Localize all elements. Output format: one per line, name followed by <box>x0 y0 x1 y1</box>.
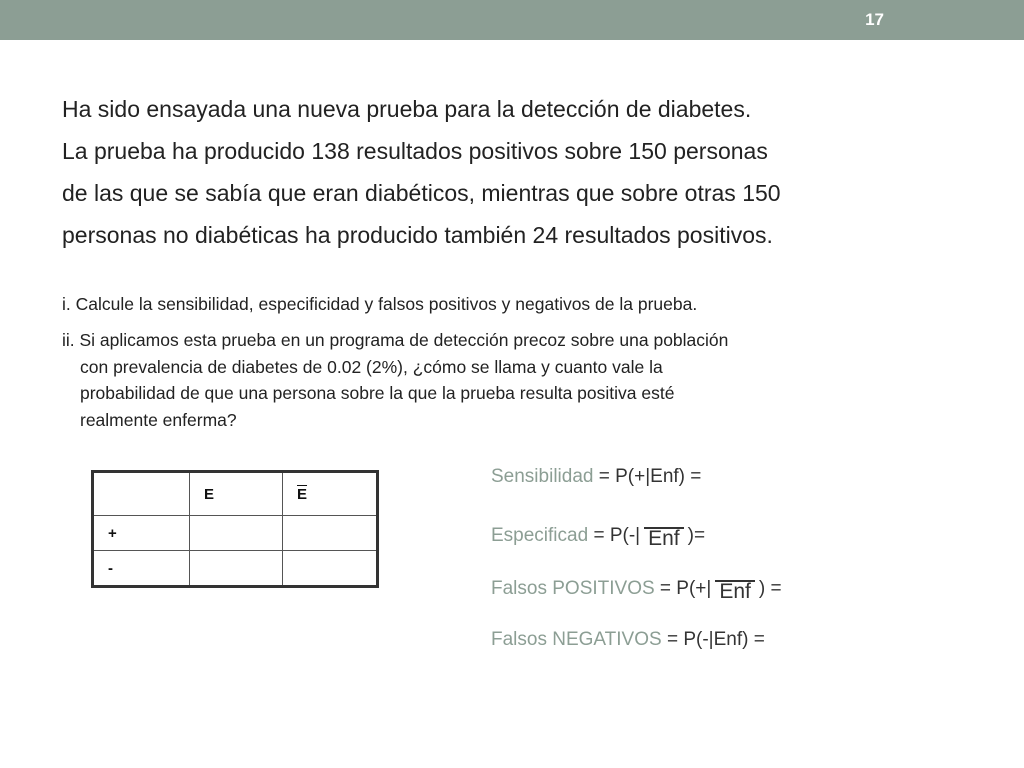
contingency-table <box>91 470 379 588</box>
question-2-line: con prevalencia de diabetes de 0.02 (2%), ¿cómo se llama y cuanto vale la <box>80 356 663 377</box>
formula-expression-end: ) = <box>758 578 782 599</box>
question-2-line: ii. Si aplicamos esta prueba en un programa de detección precoz sobre una población <box>62 330 729 350</box>
row-label-positive: + <box>93 516 190 551</box>
top-bar <box>0 0 1024 40</box>
formula-expression-end: )= <box>687 525 706 546</box>
table-cell <box>283 551 378 587</box>
formula-label: Especificad <box>491 525 589 546</box>
formula-expression: = P(-| <box>588 525 641 546</box>
intro-line: de las que se sabía que eran diabéticos, mientras que sobre otras 150 <box>62 180 781 206</box>
header-enfermo: E <box>190 472 283 516</box>
formula-label: Falsos POSITIVOS <box>491 578 655 599</box>
table-row <box>93 551 378 587</box>
formula-label: Sensibilidad <box>491 466 594 487</box>
problem-statement <box>62 88 962 256</box>
formula-falsos-positivos <box>491 576 782 603</box>
formula-label: Falsos NEGATIVOS <box>491 629 662 650</box>
table-corner-cell <box>93 472 190 516</box>
question-2-line: probabilidad de que una persona sobre la que la prueba resulta positiva esté <box>80 383 675 403</box>
table-cell <box>190 516 283 551</box>
formula-falsos-negativos <box>491 629 765 651</box>
question-1: i. Calcule la sensibilidad, especificidad y falsos positivos y negativos de la prueba. <box>62 294 698 314</box>
slide-number: 17 <box>865 10 884 29</box>
question-2-line: realmente enferma? <box>80 409 237 430</box>
table-cell <box>283 516 378 551</box>
formula-expression: = P(-|Enf) = <box>661 629 765 650</box>
intro-line: personas no diabéticas ha producido también 24 resultados positivos. <box>62 222 773 248</box>
overlined-enf: Enf <box>644 527 684 549</box>
question-2 <box>62 327 962 433</box>
formula-expression: = P(+|Enf) = <box>593 466 702 487</box>
header-no-enfermo-cell <box>283 472 378 516</box>
table-cell <box>190 551 283 587</box>
overlined-enf: Enf <box>715 580 755 602</box>
row-label-negative: - <box>93 551 190 587</box>
table-row <box>93 516 378 551</box>
formula-sensibilidad <box>491 466 701 488</box>
intro-line: La prueba ha producido 138 resultados positivos sobre 150 personas <box>62 138 768 164</box>
intro-line: Ha sido ensayada una nueva prueba para la detección de diabetes. <box>62 96 752 122</box>
formula-especificidad <box>491 523 706 550</box>
formula-expression: = P(+| <box>654 578 712 599</box>
header-no-enfermo: $\overline{E}$ <box>297 485 308 503</box>
table-header-row <box>93 472 378 516</box>
